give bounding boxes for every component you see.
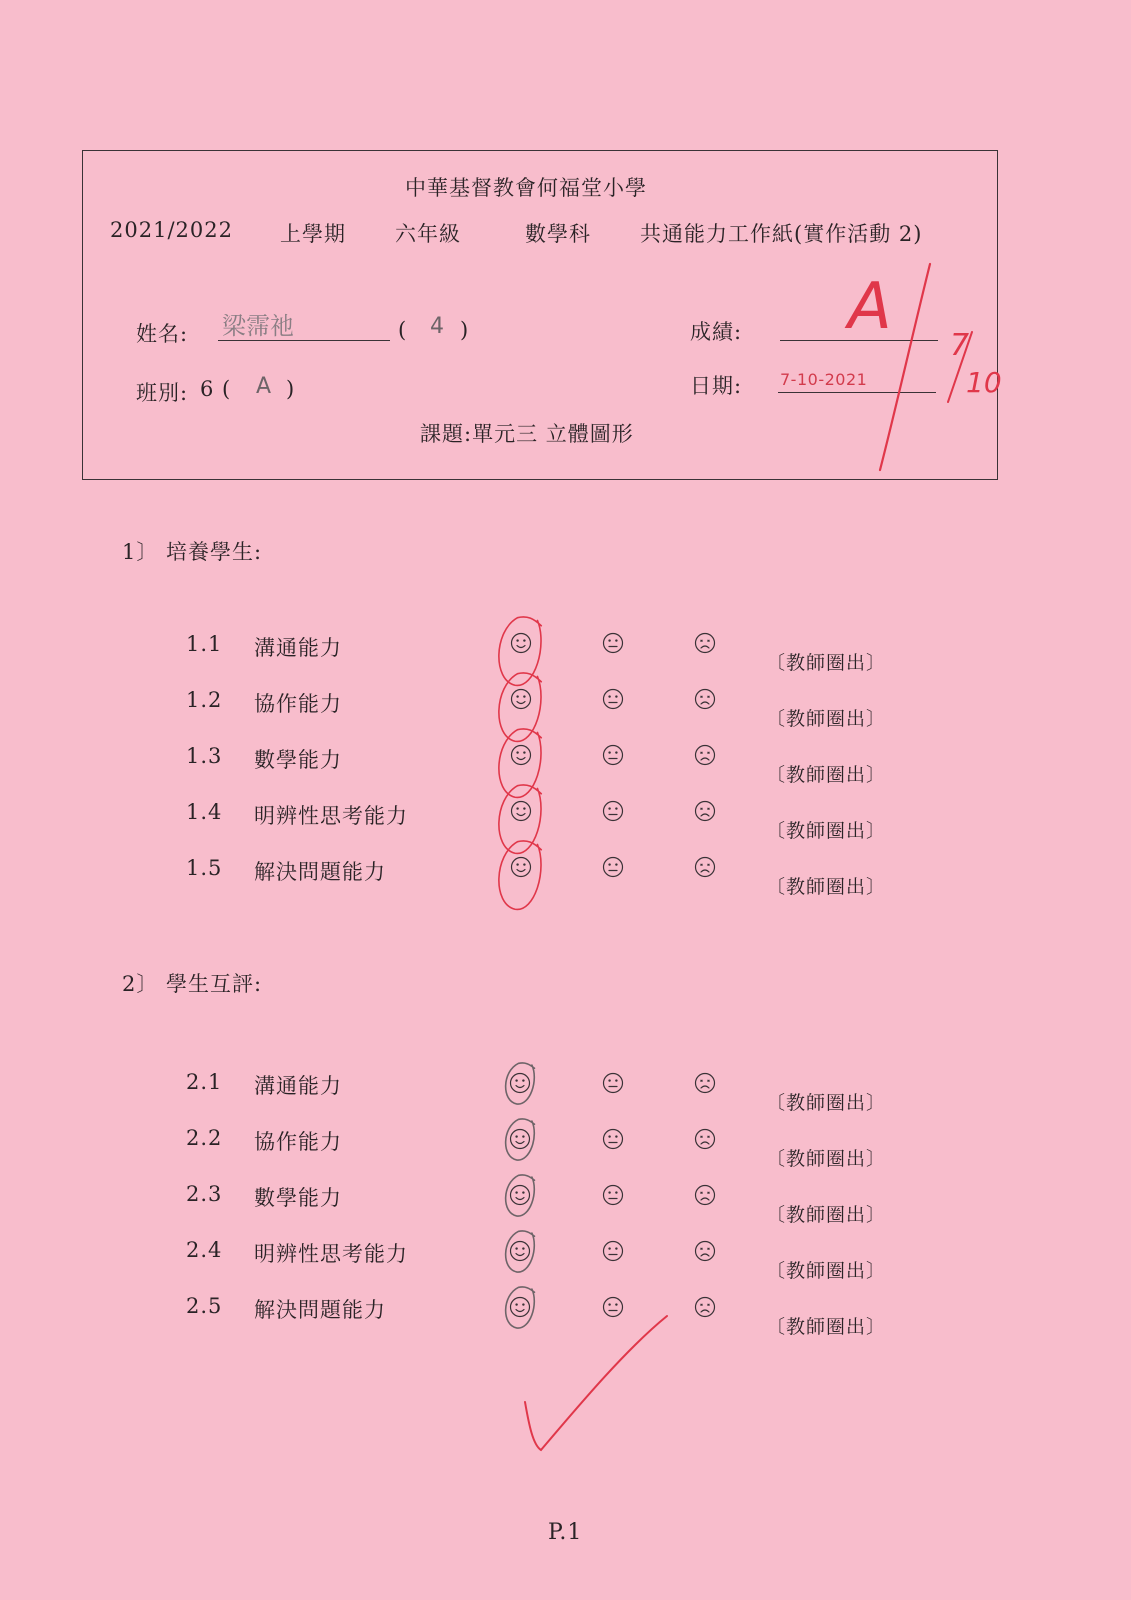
class-value: A [256,374,273,399]
name-label: 姓名: [136,322,189,346]
number-paren-close: ) [460,318,470,342]
sad-face-icon [694,1072,716,1094]
score-label: 成績: [690,320,743,344]
term: 上學期 [280,222,346,246]
neutral-face-icon [602,632,624,654]
item-label: 明辨性思考能力 [254,804,408,828]
item-label: 協作能力 [254,692,342,716]
happy-face-icon [510,688,532,710]
neutral-face-icon [602,800,624,822]
neutral-face-icon [602,1128,624,1150]
sad-face-icon [694,856,716,878]
neutral-face-icon [602,1240,624,1262]
neutral-face-icon [602,1072,624,1094]
item-note: 〔教師圈出〕 [766,876,887,898]
neutral-face-icon [602,1184,624,1206]
grade-slash [870,258,940,478]
happy-face-icon [510,744,532,766]
item-number: 2.1 [186,1070,223,1094]
item-number: 1.4 [186,800,223,824]
item-note: 〔教師圈出〕 [766,708,887,730]
worksheet-title: 共通能力工作紙(實作活動 2) [640,222,923,246]
sad-face-icon [694,1240,716,1262]
class-suffix: ) [286,377,296,401]
score-denominator: 10 [966,366,1002,399]
happy-face-icon [509,1184,531,1206]
page-number: P.1 [548,1520,583,1545]
topic: 課題:單元三 立體圖形 [420,422,634,446]
item-note: 〔教師圈出〕 [766,1092,887,1114]
sad-face-icon [694,1128,716,1150]
section1-title: 1〕 培養學生: [122,540,263,564]
check-mark [515,1310,675,1460]
neutral-face-icon [602,744,624,766]
sad-face-icon [694,800,716,822]
item-label: 解決問題能力 [254,1298,386,1322]
item-label: 溝通能力 [254,1074,342,1098]
item-note: 〔教師圈出〕 [766,652,887,674]
sad-face-icon [694,632,716,654]
item-note: 〔教師圈出〕 [766,820,887,842]
item-number: 2.2 [186,1126,223,1150]
score-numerator: 7 [950,328,970,363]
happy-face-icon [510,632,532,654]
class-label: 班別: [136,381,189,405]
item-label: 協作能力 [254,1130,342,1154]
school-name: 中華基督教會何福堂小學 [405,176,647,200]
subject: 數學科 [525,222,591,246]
item-note: 〔教師圈出〕 [766,764,887,786]
date-value: 7-10-2021 [780,370,868,389]
item-number: 2.5 [186,1294,223,1318]
item-number: 1.3 [186,744,223,768]
number-paren-open: ( [398,318,408,342]
item-number: 1.2 [186,688,223,712]
item-note: 〔教師圈出〕 [766,1260,887,1282]
item-label: 數學能力 [254,748,342,772]
item-number: 2.3 [186,1182,223,1206]
happy-face-icon [510,800,532,822]
class-prefix: 6 ( [200,377,232,401]
sad-face-icon [694,744,716,766]
section2-title: 2〕 學生互評: [122,972,263,996]
student-number: 4 [430,314,445,339]
grade-level: 六年級 [395,222,461,246]
name-underline [218,340,390,341]
item-number: 2.4 [186,1238,223,1262]
item-number: 1.5 [186,856,223,880]
item-number: 1.1 [186,632,223,656]
sad-face-icon [694,688,716,710]
date-label: 日期: [690,374,743,398]
grade-mark: A [848,270,892,344]
happy-face-icon [510,856,532,878]
item-note: 〔教師圈出〕 [766,1204,887,1226]
item-label: 數學能力 [254,1186,342,1210]
student-name: 梁霈祂 [222,312,294,340]
school-year: 2021/2022 [110,218,233,242]
item-note: 〔教師圈出〕 [766,1148,887,1170]
item-label: 解決問題能力 [254,860,386,884]
happy-face-icon [509,1072,531,1094]
neutral-face-icon [602,856,624,878]
item-note: 〔教師圈出〕 [766,1316,887,1338]
neutral-face-icon [602,688,624,710]
item-label: 明辨性思考能力 [254,1242,408,1266]
happy-face-icon [509,1128,531,1150]
happy-face-icon [509,1240,531,1262]
item-label: 溝通能力 [254,636,342,660]
sad-face-icon [694,1296,716,1318]
sad-face-icon [694,1184,716,1206]
